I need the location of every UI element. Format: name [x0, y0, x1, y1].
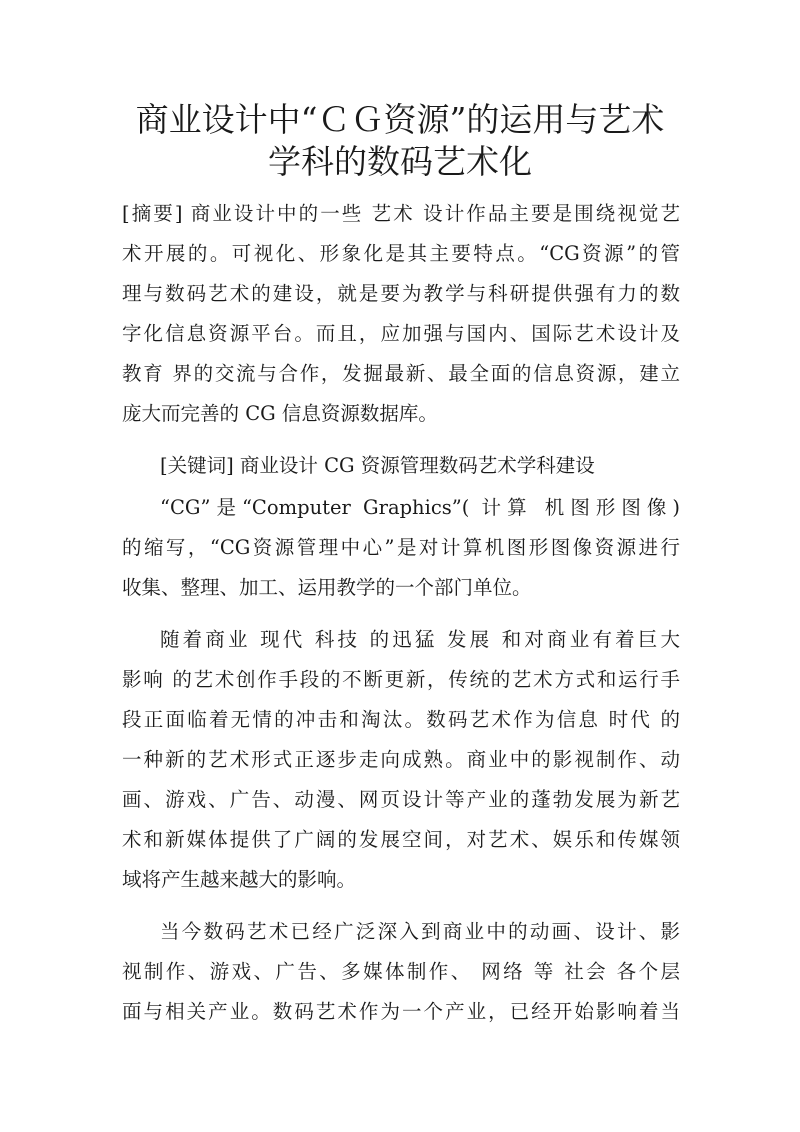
today-paragraph-line: 当今数码艺术已经广泛深入到商业中的动画、设计、影 — [160, 920, 680, 943]
cg-paragraph-line: 收集、整理、加工、运用教学的一个部门单位。 — [122, 576, 532, 599]
development-paragraph-line: 术和新媒体提供了广阔的发展空间，对艺术、娱乐和传媒领 — [122, 828, 680, 851]
keywords-line: [关键词] 商业设计 CG 资源管理数码艺术学科建设 — [160, 454, 595, 477]
cg-paragraph-line: 的缩写，“CG资源管理中心”是对计算机图形图像资源进行 — [122, 536, 680, 559]
abstract-line: 理与数码艺术的建设，就是要为教学与科研提供强有力的数 — [122, 282, 680, 305]
document-title-line-2: 学科的数码艺术化 — [268, 142, 532, 181]
today-paragraph-line: 视制作、游戏、广告、多媒体制作、 网络 等 社会 各个层 — [122, 960, 680, 983]
development-paragraph-line: 画、游戏、广告、动漫、网页设计等产业的蓬勃发展为新艺 — [122, 788, 680, 811]
development-paragraph-line: 一种新的艺术形式正逐步走向成熟。商业中的影视制作、动 — [122, 748, 680, 771]
cg-paragraph-line: “CG”是“Computer Graphics”( 计算 机图形图像) — [160, 496, 680, 519]
today-paragraph-line: 面与相关产业。数码艺术作为一个产业，已经开始影响着当 — [122, 1000, 680, 1023]
abstract-line: 术开展的。可视化、形象化是其主要特点。“CG资源”的管 — [122, 242, 680, 265]
development-paragraph-line: 域将产生越来越大的影响。 — [122, 868, 357, 891]
document-title-line-1: 商业设计中“ＣＧ资源”的运用与艺术 — [135, 100, 665, 139]
development-paragraph-line: 随着商业 现代 科技 的迅猛 发展 和对商业有着巨大 — [160, 628, 680, 651]
abstract-line: [摘要] 商业设计中的一些 艺术 设计作品主要是围绕视觉艺 — [122, 202, 680, 225]
development-paragraph-line: 影响 的艺术创作手段的不断更新，传统的艺术方式和运行手 — [122, 668, 680, 691]
abstract-line: 庞大而完善的 CG 信息资源数据库。 — [122, 402, 438, 425]
development-paragraph-line: 段正面临着无情的冲击和淘汰。数码艺术作为信息 时代 的 — [122, 708, 680, 731]
abstract-line: 字化信息资源平台。而且，应加强与国内、国际艺术设计及 — [122, 322, 680, 345]
abstract-line: 教育 界的交流与合作，发掘最新、最全面的信息资源，建立 — [122, 362, 680, 385]
